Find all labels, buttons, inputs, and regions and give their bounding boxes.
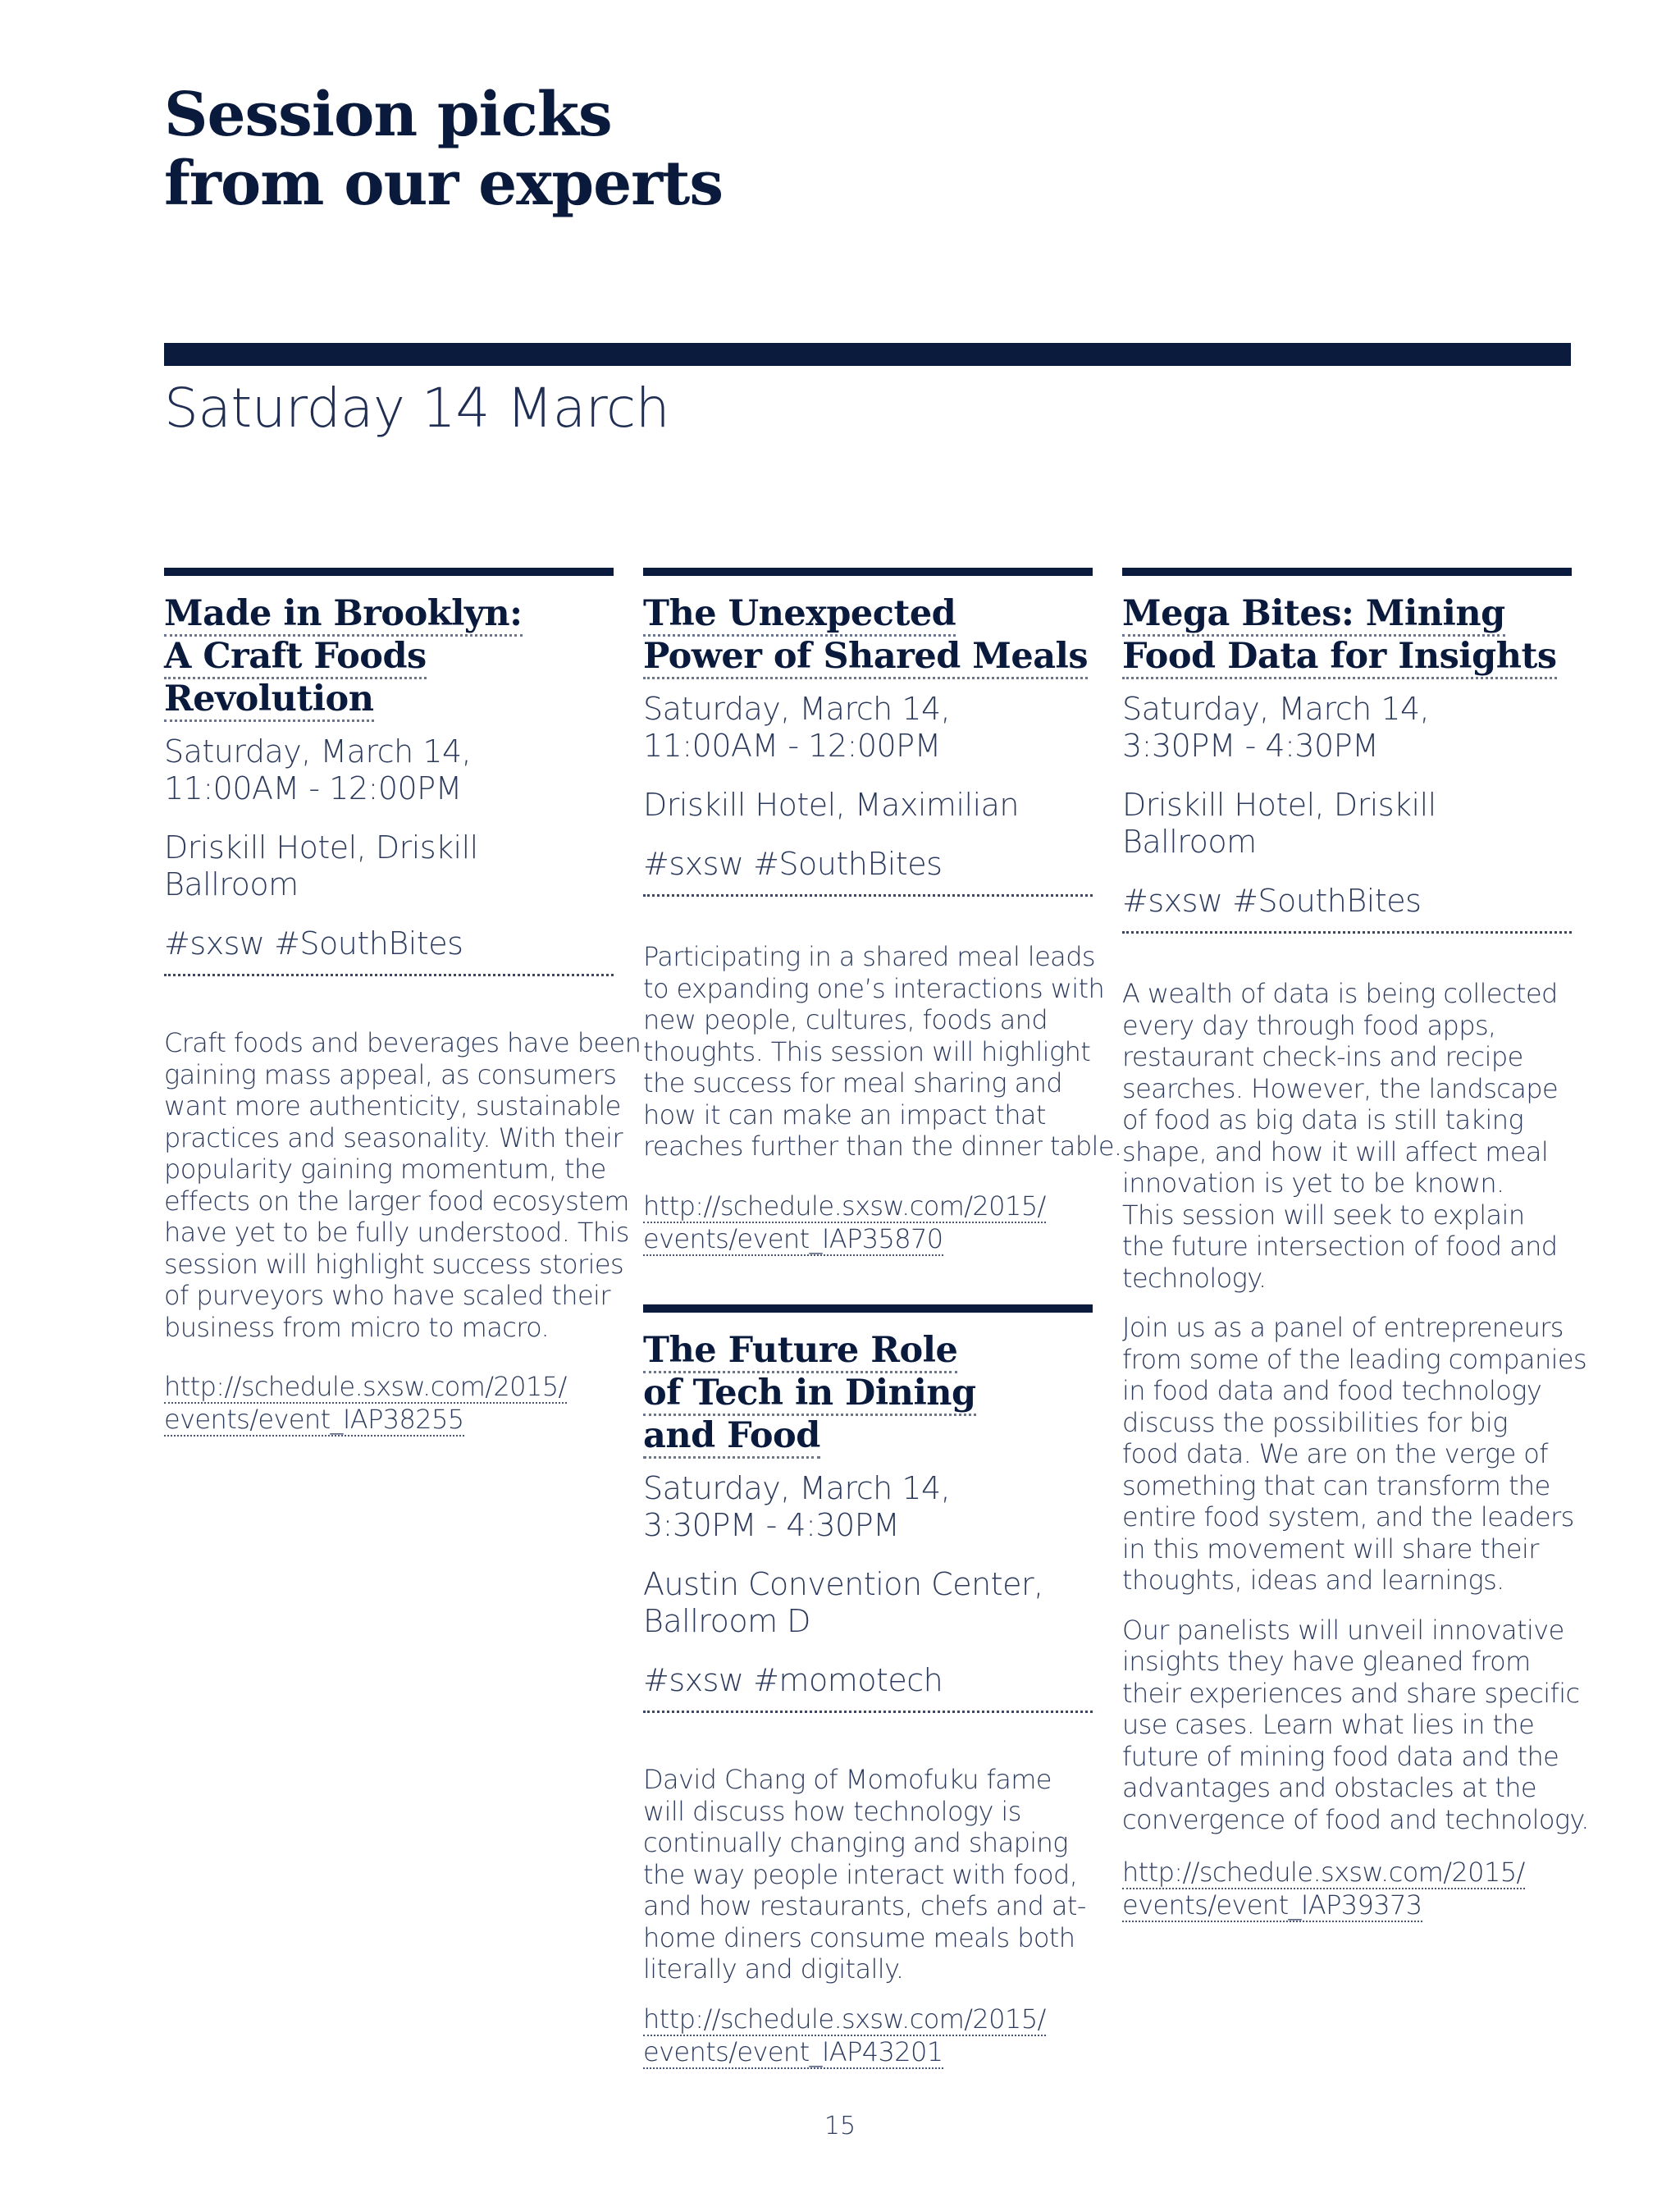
session-location: Austin Convention Center, Ballroom D — [643, 1566, 1043, 1639]
section-divider — [164, 343, 1571, 366]
session-tags: #sxsw #SouthBites — [643, 846, 943, 882]
session-meta — [164, 733, 614, 962]
session-time: Saturday, March 14, 11:00AM - 12:00PM — [643, 691, 951, 764]
session-meta — [643, 1470, 1093, 1699]
session-description: A wealth of data is being collected every day through food apps, restaurant check-ins and recipe searches. However, the landscape of food as big data is still taking shape, and how it will affect meal innovation is yet to be known. This session will seek to explain the future intersection of food and technology. Join us as a panel of entrepreneurs from some of the leading companies in food data and food technology discuss the possibilities for big food data. We are on the verge of something that can transform the entire food system, and the leaders in this movement will share their thoughts, ideas and learnings. Our panelists will unveil innovative insights they have gleaned from their experiences and share specific use cases. Learn what lies in the future of mining food data and the advantages and obstacles at the convergence of food and technology. — [1122, 978, 1589, 1835]
session-description: Participating in a shared meal leads to expanding one’s interactions with new people, cultures, foods and thoughts. This session will highlight the success for meal sharing and how it can make an impact that reaches further than the dinner table. — [643, 941, 1122, 1162]
session-dotted-divider — [643, 1711, 1093, 1713]
page-title-line: from our experts — [164, 148, 724, 219]
session-link[interactable]: http://schedule.sxsw.com/2015/ events/event_IAP38255 — [164, 1371, 567, 1435]
session-made-in-brooklyn — [164, 568, 641, 1437]
session-meta — [1122, 691, 1572, 920]
session-tags: #sxsw #momotech — [643, 1662, 943, 1698]
session-meta — [643, 691, 1093, 883]
session-title: Mega Bites: Mining Food Data for Insights — [1122, 592, 1572, 678]
session-dotted-divider — [1122, 931, 1572, 934]
date-heading: Saturday 14 March — [164, 377, 670, 440]
session-title: The Unexpected Power of Shared Meals — [643, 592, 1093, 678]
session-location: Driskill Hotel, Driskill Ballroom — [1122, 787, 1436, 860]
session-rule — [1122, 568, 1572, 576]
session-rule — [164, 568, 614, 576]
session-rule — [643, 1304, 1093, 1313]
session-link[interactable]: http://schedule.sxsw.com/2015/ events/event_IAP35870 — [643, 1190, 1046, 1254]
page-title-line: Session picks — [164, 80, 612, 150]
session-shared-meals — [643, 568, 1122, 1256]
session-description: Craft foods and beverages have been gaining mass appeal, as consumers want more authenticity, sustainable practices and seasonality. With their popularity gaining momentum, the effects on the larger food ecosystem have yet to be fully understood. This session will highlight success stories of purveyors who have scaled their business from micro to macro. — [164, 1027, 641, 1343]
session-dotted-divider — [164, 974, 614, 976]
session-time: Saturday, March 14, 3:30PM - 4:30PM — [643, 1470, 951, 1543]
session-title: Made in Brooklyn: A Craft Foods Revolution — [164, 592, 614, 720]
session-link[interactable]: http://schedule.sxsw.com/2015/ events/event_IAP39373 — [1122, 1857, 1525, 1921]
session-link[interactable]: http://schedule.sxsw.com/2015/ events/event_IAP43201 — [643, 2003, 1046, 2067]
session-time: Saturday, March 14, 3:30PM - 4:30PM — [1122, 691, 1430, 764]
session-title: The Future Role of Tech in Dining and Food — [643, 1329, 1093, 1457]
session-dotted-divider — [643, 894, 1093, 897]
session-tags: #sxsw #SouthBites — [1122, 883, 1422, 919]
session-description: David Chang of Momofuku fame will discuss how technology is continually changing and shaping the way people interact with food, and how restaurants, chefs and at- home diners consume meals both literally and digitally. — [643, 1764, 1086, 1985]
page-number: 15 — [824, 2112, 856, 2140]
session-time: Saturday, March 14, 11:00AM - 12:00PM — [164, 733, 472, 806]
session-tags: #sxsw #SouthBites — [164, 925, 463, 962]
session-mega-bites — [1122, 568, 1589, 1922]
session-location: Driskill Hotel, Maximilian — [643, 787, 1019, 823]
session-future-role-of-tech — [643, 1304, 1093, 2069]
session-location: Driskill Hotel, Driskill Ballroom — [164, 829, 478, 902]
session-rule — [643, 568, 1093, 576]
page-title — [164, 80, 723, 218]
